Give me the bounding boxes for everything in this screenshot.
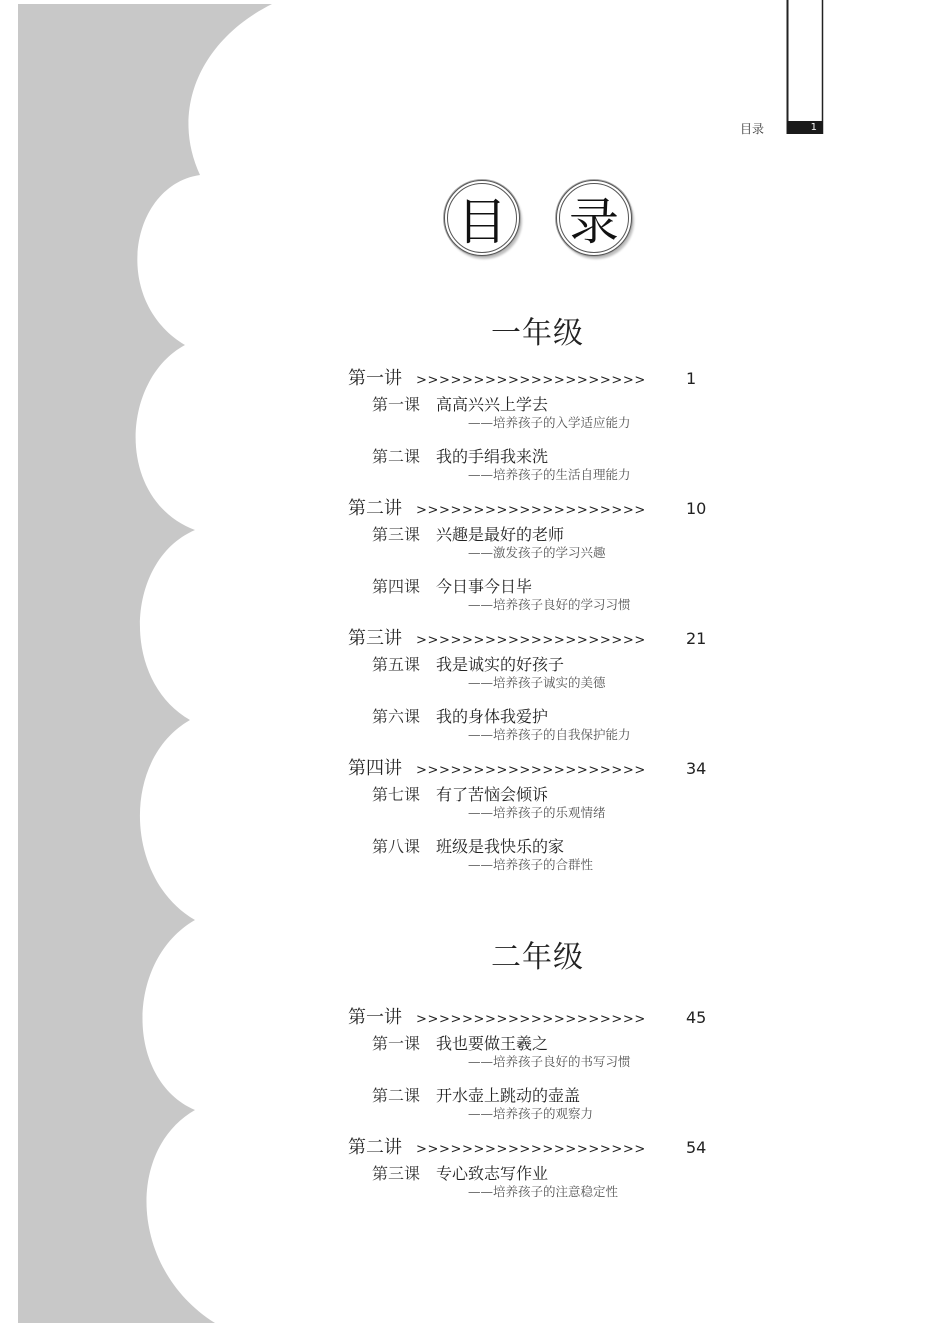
lesson-number: 第一课: [372, 1034, 421, 1053]
lesson-number: 第二课: [372, 447, 421, 466]
lecture-name: 第二讲: [348, 498, 402, 519]
lecture-entry[interactable]: [348, 754, 728, 780]
lesson-subtitle: ——培养孩子的入学适应能力: [468, 415, 631, 430]
page-number: 54: [686, 1138, 707, 1157]
lesson-subtitle: ——培养孩子的观察力: [468, 1106, 594, 1121]
lesson-entry[interactable]: [372, 1161, 728, 1205]
grade-heading: 二年级: [491, 940, 584, 975]
page-number-tab: 1: [787, 121, 823, 134]
page-number: 45: [686, 1008, 707, 1027]
lecture-block: [348, 624, 728, 748]
lesson-entry[interactable]: [372, 444, 728, 488]
lesson-row: [372, 444, 728, 466]
leader-arrows: >>>>>>>>>>>>>>>>>>>>: [416, 373, 646, 388]
lesson-title: 兴趣是最好的老师: [436, 525, 565, 544]
lesson-row: [372, 704, 728, 726]
toc-section: [348, 364, 728, 878]
lesson-row: [372, 1161, 728, 1183]
lesson-subtitle: ——培养孩子诚实的美德: [468, 675, 606, 690]
page-number: 1: [686, 369, 697, 388]
leader-arrows: >>>>>>>>>>>>>>>>>>>>: [416, 1142, 646, 1157]
lesson-entry[interactable]: [372, 1083, 728, 1127]
lesson-title: 今日事今日毕: [436, 577, 533, 596]
lesson-entry[interactable]: [372, 834, 728, 878]
page-title: [444, 180, 632, 256]
lesson-number: 第三课: [372, 1164, 421, 1183]
lesson-entry[interactable]: [372, 574, 728, 618]
leader-arrows: >>>>>>>>>>>>>>>>>>>>: [416, 1012, 646, 1027]
lecture-entry[interactable]: [348, 364, 728, 390]
lesson-subtitle: ——培养孩子的生活自理能力: [468, 467, 631, 482]
lesson-subtitle: ——培养孩子良好的学习习惯: [468, 597, 631, 612]
lesson-title: 我的身体我爱护: [436, 707, 549, 726]
page-number: 10: [686, 499, 707, 518]
lesson-title: 开水壶上跳动的壶盖: [436, 1086, 581, 1105]
running-header: 目录: [740, 122, 765, 136]
lesson-entry[interactable]: [372, 704, 728, 748]
lesson-subtitle: ——培养孩子的乐观情绪: [468, 805, 606, 820]
leader-arrows: >>>>>>>>>>>>>>>>>>>>: [416, 503, 646, 518]
lesson-entry[interactable]: [372, 392, 728, 436]
lesson-subtitle: ——激发孩子的学习兴趣: [468, 545, 606, 560]
lecture-entry[interactable]: [348, 624, 728, 650]
lesson-row: [372, 1031, 728, 1053]
lesson-entry[interactable]: [372, 782, 728, 826]
lesson-entry[interactable]: [372, 1031, 728, 1075]
toc-section: [348, 1003, 728, 1205]
lesson-title: 我的手绢我来洗: [436, 447, 549, 466]
lecture-block: [348, 364, 728, 488]
lesson-row: [372, 392, 728, 414]
lesson-number: 第七课: [372, 785, 421, 804]
lesson-number: 第四课: [372, 577, 421, 596]
lesson-number: 第八课: [372, 837, 421, 856]
leader-arrows: >>>>>>>>>>>>>>>>>>>>: [416, 763, 646, 778]
lesson-entry[interactable]: [372, 652, 728, 696]
lecture-block: [348, 494, 728, 618]
lesson-row: [372, 522, 728, 544]
lecture-block: [348, 1133, 728, 1205]
title-char-1: 目: [444, 180, 520, 256]
lesson-row: [372, 782, 728, 804]
lesson-subtitle: ——培养孩子的注意稳定性: [468, 1184, 619, 1199]
page-number: 21: [686, 629, 707, 648]
lecture-name: 第四讲: [348, 758, 402, 779]
lesson-subtitle: ——培养孩子的自我保护能力: [468, 727, 631, 742]
page-number: 34: [686, 759, 707, 778]
lesson-number: 第六课: [372, 707, 421, 726]
title-char-2: 录: [556, 180, 632, 256]
lesson-row: [372, 652, 728, 674]
header-rule-lines: [786, 0, 824, 134]
lesson-title: 高高兴兴上学去: [436, 395, 549, 414]
lesson-subtitle: ——培养孩子良好的书写习惯: [468, 1054, 631, 1069]
lesson-row: [372, 574, 728, 596]
lesson-title: 班级是我快乐的家: [436, 837, 565, 856]
lesson-number: 第一课: [372, 395, 421, 414]
lecture-name: 第二讲: [348, 1137, 402, 1158]
lecture-block: [348, 754, 728, 878]
lesson-number: 第五课: [372, 655, 421, 674]
leader-arrows: >>>>>>>>>>>>>>>>>>>>: [416, 633, 646, 648]
lesson-title: 专心致志写作业: [436, 1164, 549, 1183]
lesson-row: [372, 1083, 728, 1105]
lecture-block: [348, 1003, 728, 1127]
lecture-name: 第三讲: [348, 628, 402, 649]
lecture-name: 第一讲: [348, 1007, 402, 1028]
lesson-entry[interactable]: [372, 522, 728, 566]
lecture-entry[interactable]: [348, 1003, 728, 1029]
lecture-name: 第一讲: [348, 368, 402, 389]
lesson-subtitle: ——培养孩子的合群性: [468, 857, 594, 872]
lesson-title: 我也要做王羲之: [436, 1034, 549, 1053]
lesson-number: 第二课: [372, 1086, 421, 1105]
grade-heading: 一年级: [491, 316, 584, 351]
lesson-number: 第三课: [372, 525, 421, 544]
lesson-row: [372, 834, 728, 856]
lesson-title: 有了苦恼会倾诉: [436, 785, 549, 804]
lecture-entry[interactable]: [348, 1133, 728, 1159]
lesson-title: 我是诚实的好孩子: [436, 655, 565, 674]
lecture-entry[interactable]: [348, 494, 728, 520]
